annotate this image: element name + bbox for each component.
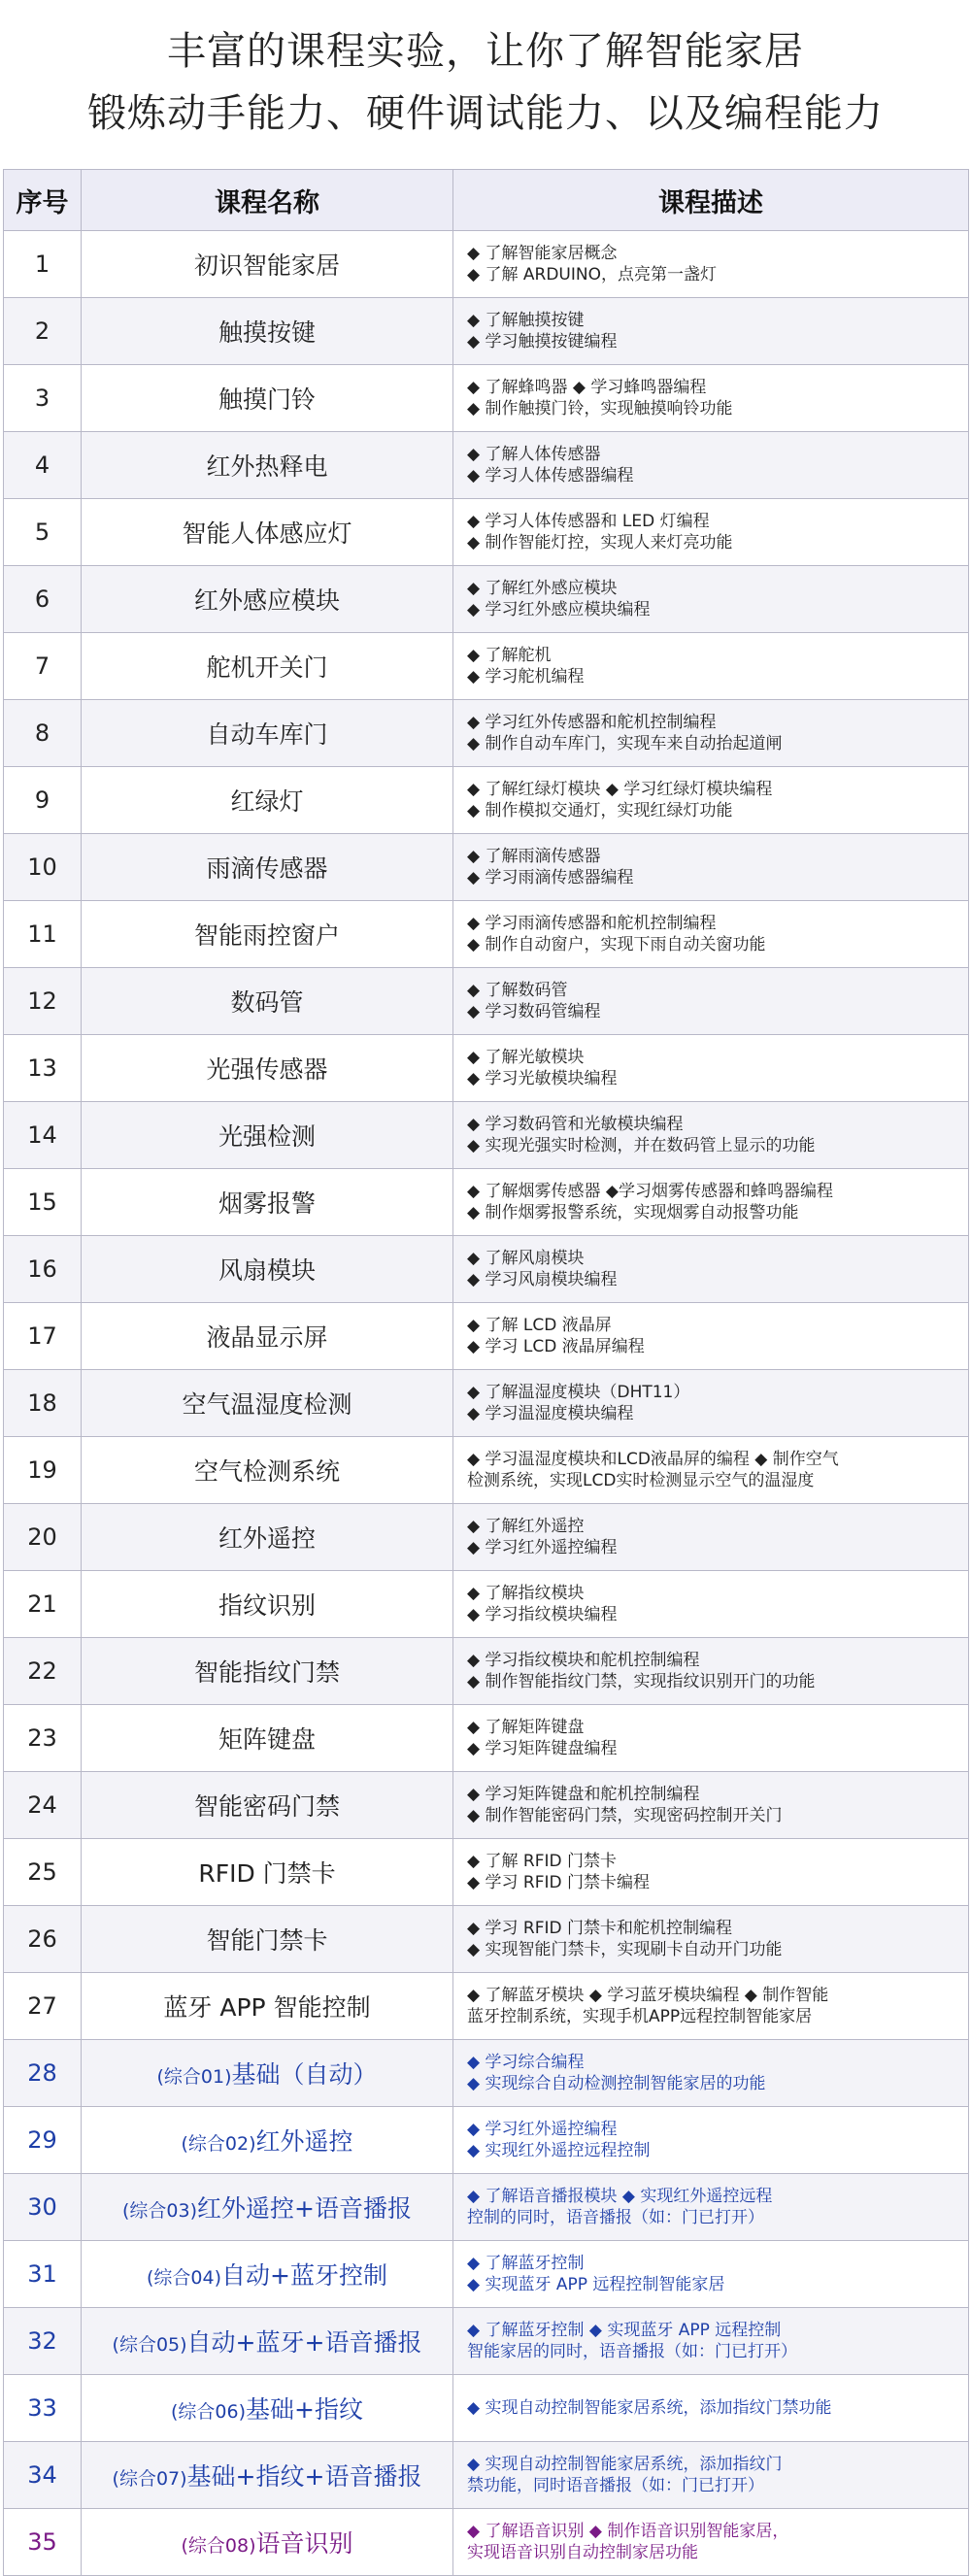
course-number: 2 — [4, 298, 82, 365]
table-row — [4, 1370, 969, 1437]
course-name-cell — [82, 1437, 453, 1504]
course-description — [453, 700, 969, 767]
course-name: 基础（自动） — [231, 2060, 378, 2089]
table-row — [4, 767, 969, 834]
table-row — [4, 2308, 969, 2375]
course-description — [453, 633, 969, 700]
course-name-prefix: (综合07) — [112, 2468, 187, 2490]
course-name-cell — [82, 700, 453, 767]
course-description — [453, 1705, 969, 1772]
course-number: 29 — [4, 2107, 82, 2174]
course-table — [3, 169, 969, 2576]
description-line: ◆ 了解红外感应模块 — [467, 579, 618, 598]
table-row — [4, 1705, 969, 1772]
course-number: 11 — [4, 901, 82, 968]
course-name: 触摸按键 — [218, 318, 316, 347]
course-name: RFID 门禁卡 — [198, 1859, 336, 1888]
course-name-cell — [82, 2174, 453, 2241]
course-description — [453, 1370, 969, 1437]
description-line: ◆ 学习综合编程 — [467, 2053, 585, 2072]
course-number: 28 — [4, 2040, 82, 2107]
course-name: 自动+蓝牙+语音播报 — [186, 2328, 422, 2357]
table-row — [4, 432, 969, 499]
description-line: ◆ 了解蓝牙控制 — [467, 2254, 585, 2273]
description-line: ◆ 实现光强实时检测，并在数码管上显示的功能 — [467, 1136, 816, 1155]
course-number: 33 — [4, 2375, 82, 2442]
course-name: 基础+指纹 — [246, 2395, 363, 2424]
description-line: ◆ 学习 RFID 门禁卡编程 — [467, 1873, 650, 1892]
course-number: 19 — [4, 1437, 82, 1504]
course-description — [453, 1839, 969, 1906]
course-name-cell — [82, 2107, 453, 2174]
course-name: 光强传感器 — [206, 1055, 328, 1084]
course-name-cell — [82, 1839, 453, 1906]
course-description — [453, 1906, 969, 1973]
course-name-cell — [82, 1169, 453, 1236]
headline-line-2: 锻炼动手能力、硬件调试能力、以及编程能力 — [87, 91, 884, 136]
course-description — [453, 2107, 969, 2174]
course-description — [453, 432, 969, 499]
course-name: 红外遥控 — [218, 1524, 316, 1553]
description-line: ◆ 实现自动控制智能家居系统，添加指纹门禁功能 — [467, 2398, 832, 2418]
course-description — [453, 1504, 969, 1571]
course-name-cell — [82, 2241, 453, 2308]
course-name: 自动+蓝牙控制 — [221, 2261, 387, 2290]
table-row — [4, 1102, 969, 1169]
description-line: ◆ 学习数码管编程 — [467, 1002, 601, 1021]
course-name: 空气检测系统 — [193, 1457, 340, 1486]
course-description — [453, 1973, 969, 2040]
course-description — [453, 1102, 969, 1169]
description-line: ◆ 制作智能指纹门禁，实现指纹识别开门的功能 — [467, 1672, 816, 1691]
course-number: 23 — [4, 1705, 82, 1772]
description-line: ◆ 了解 LCD 液晶屏 — [467, 1316, 612, 1335]
course-name-cell — [82, 499, 453, 566]
course-name-cell — [82, 566, 453, 633]
course-description — [453, 968, 969, 1035]
description-line: ◆ 了解雨滴传感器 — [467, 847, 601, 866]
description-line: 蓝牙控制系统，实现手机APP远程控制智能家居 — [467, 2007, 813, 2026]
course-description — [453, 1437, 969, 1504]
course-name-cell — [82, 2509, 453, 2576]
description-line: ◆ 学习红外感应模块编程 — [467, 600, 651, 619]
description-line: ◆ 学习光敏模块编程 — [467, 1069, 618, 1088]
page-header — [0, 0, 971, 165]
table-row — [4, 1035, 969, 1102]
description-line: ◆ 学习指纹模块和舵机控制编程 — [467, 1651, 700, 1670]
course-description — [453, 767, 969, 834]
course-name: 指纹识别 — [218, 1591, 316, 1620]
description-line: ◆ 实现综合自动检测控制智能家居的功能 — [467, 2074, 766, 2093]
course-name-cell — [82, 2040, 453, 2107]
description-line: ◆ 了解蜂鸣器 ◆ 学习蜂鸣器编程 — [467, 378, 707, 397]
course-name: 风扇模块 — [218, 1256, 316, 1285]
description-line: ◆ 制作自动窗户，实现下雨自动关窗功能 — [467, 935, 766, 954]
course-name-cell — [82, 1638, 453, 1705]
column-header-course-name: 课程名称 — [82, 170, 453, 231]
course-number: 13 — [4, 1035, 82, 1102]
course-name-prefix: (综合08) — [181, 2535, 256, 2557]
course-name-cell — [82, 633, 453, 700]
column-header-course-description: 课程描述 — [453, 170, 969, 231]
description-line: ◆ 制作烟雾报警系统，实现烟雾自动报警功能 — [467, 1203, 799, 1222]
description-line: ◆ 了解红绿灯模块 ◆ 学习红绿灯模块编程 — [467, 780, 773, 799]
description-line: ◆ 学习红外遥控编程 — [467, 1538, 618, 1557]
course-name: 舵机开关门 — [206, 653, 328, 682]
course-name-cell — [82, 231, 453, 298]
table-row — [4, 2040, 969, 2107]
description-line: ◆ 了解指纹模块 — [467, 1584, 585, 1603]
description-line: ◆ 实现自动控制智能家居系统，添加指纹门 — [467, 2455, 783, 2474]
course-description — [453, 834, 969, 901]
course-number: 32 — [4, 2308, 82, 2375]
course-name: 雨滴传感器 — [206, 854, 328, 883]
table-row — [4, 1906, 969, 1973]
course-name-cell — [82, 2308, 453, 2375]
course-name: 红外感应模块 — [193, 586, 340, 615]
table-row — [4, 298, 969, 365]
description-line: ◆ 学习 RFID 门禁卡和舵机控制编程 — [467, 1919, 732, 1938]
course-name-prefix: (综合03) — [122, 2200, 198, 2222]
course-name-prefix: (综合02) — [181, 2133, 256, 2155]
course-name-cell — [82, 1035, 453, 1102]
course-name-cell — [82, 968, 453, 1035]
description-line: ◆ 了解舵机 — [467, 646, 552, 665]
course-number: 15 — [4, 1169, 82, 1236]
description-line: ◆ 学习温湿度模块和LCD液晶屏的编程 ◆ 制作空气 — [467, 1450, 839, 1469]
course-number: 20 — [4, 1504, 82, 1571]
course-name: 矩阵键盘 — [218, 1725, 316, 1754]
course-name: 红绿灯 — [230, 787, 304, 816]
course-name: 智能密码门禁 — [193, 1792, 340, 1821]
description-line: ◆ 了解红外遥控 — [467, 1517, 585, 1536]
course-name: 触摸门铃 — [218, 385, 316, 414]
course-name: 液晶显示屏 — [206, 1323, 328, 1352]
table-row — [4, 231, 969, 298]
description-line: ◆ 了解蓝牙模块 ◆ 学习蓝牙模块编程 ◆ 制作智能 — [467, 1986, 829, 2005]
table-row — [4, 1169, 969, 1236]
course-number: 3 — [4, 365, 82, 432]
description-line: ◆ 学习数码管和光敏模块编程 — [467, 1115, 684, 1134]
description-line: 智能家居的同时，语音播报（如：门已打开） — [467, 2342, 797, 2361]
course-name-cell — [82, 365, 453, 432]
table-row — [4, 2174, 969, 2241]
course-name: 自动车库门 — [206, 720, 328, 749]
description-line: ◆ 实现红外遥控远程控制 — [467, 2141, 651, 2160]
course-description — [453, 2308, 969, 2375]
description-line: ◆ 了解智能家居概念 — [467, 244, 618, 263]
course-name-cell — [82, 1102, 453, 1169]
table-row — [4, 2241, 969, 2308]
course-description — [453, 1571, 969, 1638]
description-line: ◆ 了解 RFID 门禁卡 — [467, 1852, 617, 1871]
course-description — [453, 298, 969, 365]
description-line: ◆ 了解 ARDUINO，点亮第一盏灯 — [467, 265, 717, 284]
table-row — [4, 1437, 969, 1504]
table-row — [4, 2442, 969, 2509]
course-name-cell — [82, 1705, 453, 1772]
description-line: ◆ 学习红外遥控编程 — [467, 2120, 618, 2139]
course-description — [453, 566, 969, 633]
course-description — [453, 2241, 969, 2308]
table-row — [4, 2107, 969, 2174]
table-row — [4, 901, 969, 968]
description-line: ◆ 实现智能门禁卡，实现刷卡自动开门功能 — [467, 1940, 783, 1959]
course-description — [453, 2174, 969, 2241]
description-line: ◆ 制作触摸门铃，实现触摸响铃功能 — [467, 399, 733, 418]
course-table-wrapper — [3, 169, 968, 2576]
column-header-number: 序号 — [4, 170, 82, 231]
course-name: 蓝牙 APP 智能控制 — [163, 1993, 371, 2022]
course-number: 1 — [4, 231, 82, 298]
description-line: ◆ 了解蓝牙控制 ◆ 实现蓝牙 APP 远程控制 — [467, 2321, 782, 2340]
table-row — [4, 566, 969, 633]
description-line: ◆ 学习触摸按键编程 — [467, 332, 618, 351]
course-description — [453, 1236, 969, 1303]
course-name: 红外遥控+语音播报 — [197, 2194, 412, 2223]
course-number: 14 — [4, 1102, 82, 1169]
course-description — [453, 1169, 969, 1236]
course-number: 22 — [4, 1638, 82, 1705]
course-number: 31 — [4, 2241, 82, 2308]
course-name-cell — [82, 1504, 453, 1571]
description-line: ◆ 学习雨滴传感器和舵机控制编程 — [467, 914, 717, 933]
description-line: ◆ 学习雨滴传感器编程 — [467, 868, 634, 887]
description-line: ◆ 学习人体传感器和 LED 灯编程 — [467, 512, 710, 531]
description-line: ◆ 学习人体传感器编程 — [467, 466, 634, 485]
course-name: 红外遥控 — [255, 2127, 353, 2156]
course-name: 初识智能家居 — [193, 251, 340, 280]
description-line: ◆ 制作自动车库门，实现车来自动抬起道闸 — [467, 734, 783, 753]
course-description — [453, 2375, 969, 2442]
course-name: 数码管 — [230, 988, 304, 1017]
description-line: 禁功能，同时语音播报（如：门已打开） — [467, 2476, 764, 2495]
course-number: 17 — [4, 1303, 82, 1370]
table-row — [4, 1839, 969, 1906]
description-line: 控制的同时，语音播报（如：门已打开） — [467, 2208, 764, 2227]
description-line: ◆ 学习舵机编程 — [467, 667, 585, 686]
course-name-cell — [82, 1370, 453, 1437]
table-row — [4, 834, 969, 901]
table-row — [4, 1638, 969, 1705]
course-number: 30 — [4, 2174, 82, 2241]
course-description — [453, 2509, 969, 2576]
course-name-cell — [82, 1303, 453, 1370]
course-number: 21 — [4, 1571, 82, 1638]
course-name: 基础+指纹+语音播报 — [186, 2462, 422, 2491]
description-line: ◆ 了解光敏模块 — [467, 1048, 585, 1067]
course-name: 智能指纹门禁 — [193, 1658, 340, 1687]
description-line: ◆ 学习矩阵键盘编程 — [467, 1739, 618, 1758]
description-line: ◆ 了解语音识别 ◆ 制作语音识别智能家居， — [467, 2522, 789, 2541]
course-description — [453, 499, 969, 566]
description-line: ◆ 学习温湿度模块编程 — [467, 1404, 634, 1423]
table-row — [4, 1973, 969, 2040]
course-description — [453, 1035, 969, 1102]
course-number: 24 — [4, 1772, 82, 1839]
description-line: ◆ 学习 LCD 液晶屏编程 — [467, 1337, 645, 1356]
course-name-cell — [82, 1236, 453, 1303]
course-description — [453, 231, 969, 298]
description-line: 实现语音识别自动控制家居功能 — [467, 2543, 698, 2562]
course-description — [453, 901, 969, 968]
course-number: 7 — [4, 633, 82, 700]
description-line: ◆ 学习指纹模块编程 — [467, 1605, 618, 1624]
course-number: 10 — [4, 834, 82, 901]
course-name-cell — [82, 901, 453, 968]
course-name: 空气温湿度检测 — [182, 1390, 352, 1419]
course-number: 25 — [4, 1839, 82, 1906]
table-row — [4, 1571, 969, 1638]
table-row — [4, 365, 969, 432]
table-row — [4, 968, 969, 1035]
course-description — [453, 2442, 969, 2509]
description-line: ◆ 制作智能密码门禁，实现密码控制开关门 — [467, 1806, 783, 1825]
course-number: 35 — [4, 2509, 82, 2576]
description-line: ◆ 了解语音播报模块 ◆ 实现红外遥控远程 — [467, 2187, 773, 2206]
course-number: 34 — [4, 2442, 82, 2509]
course-name-cell — [82, 1571, 453, 1638]
course-name-cell — [82, 834, 453, 901]
description-line: 检测系统，实现LCD实时检测显示空气的温湿度 — [467, 1471, 815, 1490]
course-number: 5 — [4, 499, 82, 566]
course-number: 12 — [4, 968, 82, 1035]
course-description — [453, 2040, 969, 2107]
table-row — [4, 633, 969, 700]
course-number: 26 — [4, 1906, 82, 1973]
table-row — [4, 700, 969, 767]
course-name-prefix: (综合06) — [171, 2401, 247, 2423]
course-number: 16 — [4, 1236, 82, 1303]
course-name-prefix: (综合01) — [156, 2066, 232, 2088]
table-row — [4, 1772, 969, 1839]
course-name: 智能人体感应灯 — [182, 519, 352, 548]
course-description — [453, 365, 969, 432]
course-name: 智能雨控窗户 — [193, 921, 340, 950]
description-line: ◆ 制作模拟交通灯，实现红绿灯功能 — [467, 801, 733, 820]
description-line: ◆ 了解触摸按键 — [467, 311, 585, 330]
description-line: ◆ 了解烟雾传感器 ◆学习烟雾传感器和蜂鸣器编程 — [467, 1182, 833, 1201]
course-name: 语音识别 — [255, 2529, 353, 2558]
description-line: ◆ 了解风扇模块 — [467, 1249, 585, 1268]
table-row — [4, 2509, 969, 2576]
table-row — [4, 1303, 969, 1370]
course-number: 8 — [4, 700, 82, 767]
course-name-prefix: (综合04) — [147, 2267, 222, 2289]
description-line: ◆ 了解温湿度模块（DHT11） — [467, 1383, 690, 1402]
course-name-cell — [82, 767, 453, 834]
course-number: 6 — [4, 566, 82, 633]
table-row — [4, 499, 969, 566]
course-number: 9 — [4, 767, 82, 834]
course-name-cell — [82, 432, 453, 499]
course-name-cell — [82, 298, 453, 365]
course-name: 烟雾报警 — [218, 1189, 316, 1218]
table-row — [4, 2375, 969, 2442]
description-line: ◆ 了解数码管 — [467, 981, 568, 1000]
course-name-cell — [82, 2442, 453, 2509]
table-row — [4, 1236, 969, 1303]
course-name-cell — [82, 1906, 453, 1973]
description-line: ◆ 学习红外传感器和舵机控制编程 — [467, 713, 717, 732]
description-line: ◆ 了解矩阵键盘 — [467, 1718, 585, 1737]
table-body — [4, 231, 969, 2576]
headline-line-1: 丰富的课程实验，让你了解智能家居 — [167, 29, 804, 74]
description-line: ◆ 制作智能灯控，实现人来灯亮功能 — [467, 533, 733, 552]
course-name: 红外热释电 — [206, 452, 328, 481]
course-number: 18 — [4, 1370, 82, 1437]
description-line: ◆ 了解人体传感器 — [467, 445, 601, 464]
course-name-cell — [82, 1772, 453, 1839]
course-name-cell — [82, 1973, 453, 2040]
description-line: ◆ 学习矩阵键盘和舵机控制编程 — [467, 1785, 700, 1804]
course-description — [453, 1772, 969, 1839]
course-description — [453, 1303, 969, 1370]
description-line: ◆ 实现蓝牙 APP 远程控制智能家居 — [467, 2275, 725, 2294]
course-name: 光强检测 — [218, 1122, 316, 1151]
course-name: 智能门禁卡 — [206, 1926, 328, 1955]
course-number: 27 — [4, 1973, 82, 2040]
table-header-row — [4, 170, 969, 231]
description-line: ◆ 学习风扇模块编程 — [467, 1270, 618, 1289]
course-name-prefix: (综合05) — [112, 2334, 187, 2356]
course-name-cell — [82, 2375, 453, 2442]
table-row — [4, 1504, 969, 1571]
course-number: 4 — [4, 432, 82, 499]
course-description — [453, 1638, 969, 1705]
